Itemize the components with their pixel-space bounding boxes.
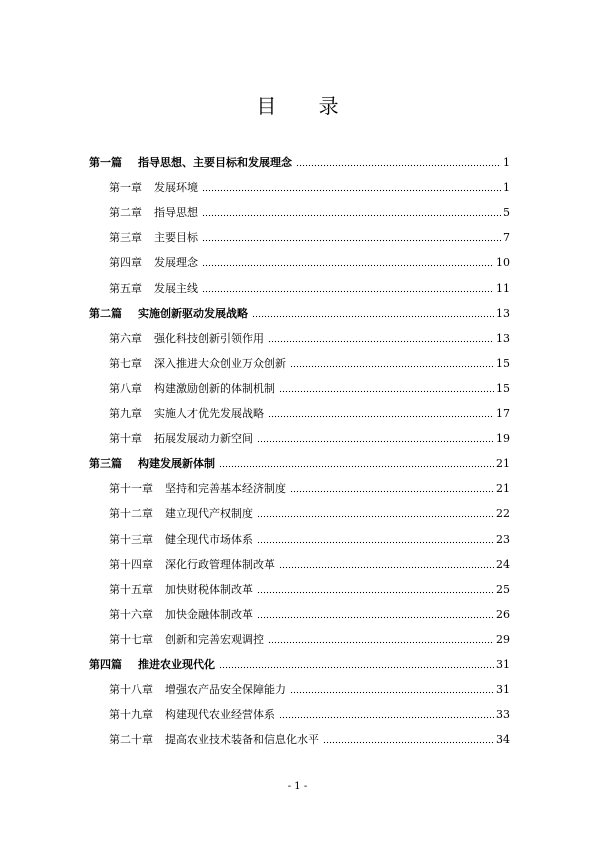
page-number: - 1 -: [287, 781, 308, 792]
toc-entry-number: 第三篇: [89, 457, 122, 470]
toc-entry-number: 第八章: [109, 382, 142, 395]
toc-chapter-entry[interactable]: [109, 556, 510, 572]
toc-entry-page: 31: [496, 683, 510, 696]
toc-chapter-entry[interactable]: [109, 480, 510, 496]
toc-part-entry[interactable]: [89, 154, 510, 170]
toc-entry-title: 拓展发展动力新空间: [154, 432, 253, 445]
toc-entry-page: 13: [496, 332, 510, 345]
toc-entry-number: 第一篇: [89, 156, 122, 169]
dot-leader: [202, 189, 501, 192]
toc-chapter-entry[interactable]: [109, 330, 510, 346]
toc-entry-number: 第四篇: [89, 658, 122, 671]
toc-entry-title: 主要目标: [154, 231, 198, 244]
toc-entry-page: 23: [496, 533, 510, 546]
toc-entry-number: 第九章: [109, 407, 142, 420]
toc-entry-number: 第十五章: [109, 583, 153, 596]
toc-entry-title: 构建激励创新的体制机制: [154, 382, 275, 395]
toc-entry-page: 29: [496, 633, 510, 646]
toc-entry-number: 第四章: [109, 256, 142, 269]
toc-entry-page: 34: [496, 733, 510, 746]
toc-entry-title: 指导思想、主要目标和发展理念: [138, 156, 292, 169]
toc-entry-title: 健全现代市场体系: [165, 533, 253, 546]
dot-leader: [323, 741, 494, 744]
toc-entry-title: 创新和完善宏观调控: [165, 633, 264, 646]
toc-entry-number: 第十章: [109, 432, 142, 445]
dot-leader: [202, 290, 494, 293]
dot-leader: [279, 390, 494, 393]
toc-entry-title: 强化科技创新引领作用: [154, 332, 264, 345]
toc-entry-number: 第一章: [109, 181, 142, 194]
toc-entry-title: 深化行政管理体制改革: [165, 558, 275, 571]
dot-leader: [257, 541, 494, 544]
toc-entry-page: 24: [496, 558, 510, 571]
toc-entry-title: 深入推进大众创业万众创新: [154, 357, 286, 370]
toc-entry-number: 第七章: [109, 357, 142, 370]
toc-entry-number: 第十八章: [109, 683, 153, 696]
toc-chapter-entry[interactable]: [109, 706, 510, 722]
toc-entry-number: 第十九章: [109, 708, 153, 721]
dot-leader: [257, 616, 494, 619]
toc-chapter-entry[interactable]: [109, 606, 510, 622]
toc-entry-number: 第二章: [109, 206, 142, 219]
toc-entry-page: 17: [496, 407, 510, 420]
dot-leader: [219, 465, 494, 468]
toc-chapter-entry[interactable]: [109, 355, 510, 371]
dot-leader: [257, 440, 494, 443]
toc-part-entry[interactable]: [89, 656, 510, 672]
toc-chapter-entry[interactable]: [109, 405, 510, 421]
dot-leader: [290, 691, 494, 694]
toc-entry-page: 1: [503, 181, 510, 194]
toc-entry-page: 10: [496, 256, 510, 269]
toc-entry-title: 指导思想: [154, 206, 198, 219]
toc-entry-number: 第十二章: [109, 507, 153, 520]
toc-chapter-entry[interactable]: [109, 229, 510, 245]
toc-entry-page: 15: [496, 357, 510, 370]
toc-chapter-entry[interactable]: [109, 380, 510, 396]
toc-entry-page: 13: [496, 307, 510, 320]
toc-entry-page: 26: [496, 608, 510, 621]
toc-entry-title: 实施人才优先发展战略: [154, 407, 264, 420]
toc-entry-number: 第十四章: [109, 558, 153, 571]
toc-chapter-entry[interactable]: [109, 254, 510, 270]
toc-entry-title: 推进农业现代化: [138, 658, 215, 671]
toc-entry-title: 加快金融体制改革: [165, 608, 253, 621]
dot-leader: [268, 340, 494, 343]
toc-chapter-entry[interactable]: [109, 531, 510, 547]
toc-entry-number: 第十六章: [109, 608, 153, 621]
dot-leader: [202, 264, 494, 267]
toc-chapter-entry[interactable]: [109, 204, 510, 220]
toc-entry-page: 1: [503, 156, 510, 169]
toc-entry-page: 31: [496, 658, 510, 671]
toc-chapter-entry[interactable]: [109, 581, 510, 597]
toc-chapter-entry[interactable]: [109, 731, 510, 747]
toc-entry-number: 第十七章: [109, 633, 153, 646]
toc-entry-title: 实施创新驱动发展战略: [138, 307, 248, 320]
toc-entry-page: 5: [503, 206, 510, 219]
toc-entry-title: 构建现代农业经营体系: [165, 708, 275, 721]
toc-entry-page: 19: [496, 432, 510, 445]
toc-chapter-entry[interactable]: [109, 631, 510, 647]
toc-chapter-entry[interactable]: [109, 505, 510, 521]
dot-leader: [290, 490, 494, 493]
toc-entry-number: 第十三章: [109, 533, 153, 546]
dot-leader: [219, 666, 494, 669]
toc-entry-page: 21: [496, 457, 510, 470]
dot-leader: [257, 515, 494, 518]
toc-entry-title: 发展环境: [154, 181, 198, 194]
toc-entry-title: 坚持和完善基本经济制度: [165, 482, 286, 495]
toc-part-entry[interactable]: [89, 305, 510, 321]
toc-entry-number: 第六章: [109, 332, 142, 345]
dot-leader: [257, 591, 494, 594]
dot-leader: [279, 566, 494, 569]
toc-entry-title: 加快财税体制改革: [165, 583, 253, 596]
dot-leader: [268, 641, 494, 644]
toc-entry-title: 发展理念: [154, 256, 198, 269]
toc-entry-title: 发展主线: [154, 282, 198, 295]
toc-entry-number: 第五章: [109, 282, 142, 295]
toc-entry-page: 7: [503, 231, 510, 244]
toc-entry-number: 第二篇: [89, 307, 122, 320]
dot-leader: [279, 716, 494, 719]
dot-leader: [290, 365, 494, 368]
toc-entry-title: 构建发展新体制: [138, 457, 215, 470]
toc-entry-page: 15: [496, 382, 510, 395]
toc-entry-title: 增强农产品安全保障能力: [165, 683, 286, 696]
toc-chapter-entry[interactable]: [109, 681, 510, 697]
toc-entry-page: 22: [496, 507, 510, 520]
toc-entry-page: 33: [496, 708, 510, 721]
toc-part-entry[interactable]: [89, 455, 510, 471]
toc-entry-number: 第三章: [109, 231, 142, 244]
toc-entry-page: 25: [496, 583, 510, 596]
toc-chapter-entry[interactable]: [109, 179, 510, 195]
toc-entry-title: 建立现代产权制度: [165, 507, 253, 520]
dot-leader: [202, 239, 501, 242]
page-title: 目 录: [256, 94, 357, 118]
toc-entry-page: 11: [496, 282, 510, 295]
toc-entry-number: 第二十章: [109, 733, 153, 746]
dot-leader: [202, 214, 501, 217]
toc-entry-number: 第十一章: [109, 482, 153, 495]
toc-entry-page: 21: [496, 482, 510, 495]
toc-entry-title: 提高农业技术装备和信息化水平: [165, 733, 319, 746]
dot-leader: [268, 415, 494, 418]
toc-chapter-entry[interactable]: [109, 280, 510, 296]
dot-leader: [296, 164, 501, 167]
toc-chapter-entry[interactable]: [109, 430, 510, 446]
dot-leader: [252, 315, 494, 318]
